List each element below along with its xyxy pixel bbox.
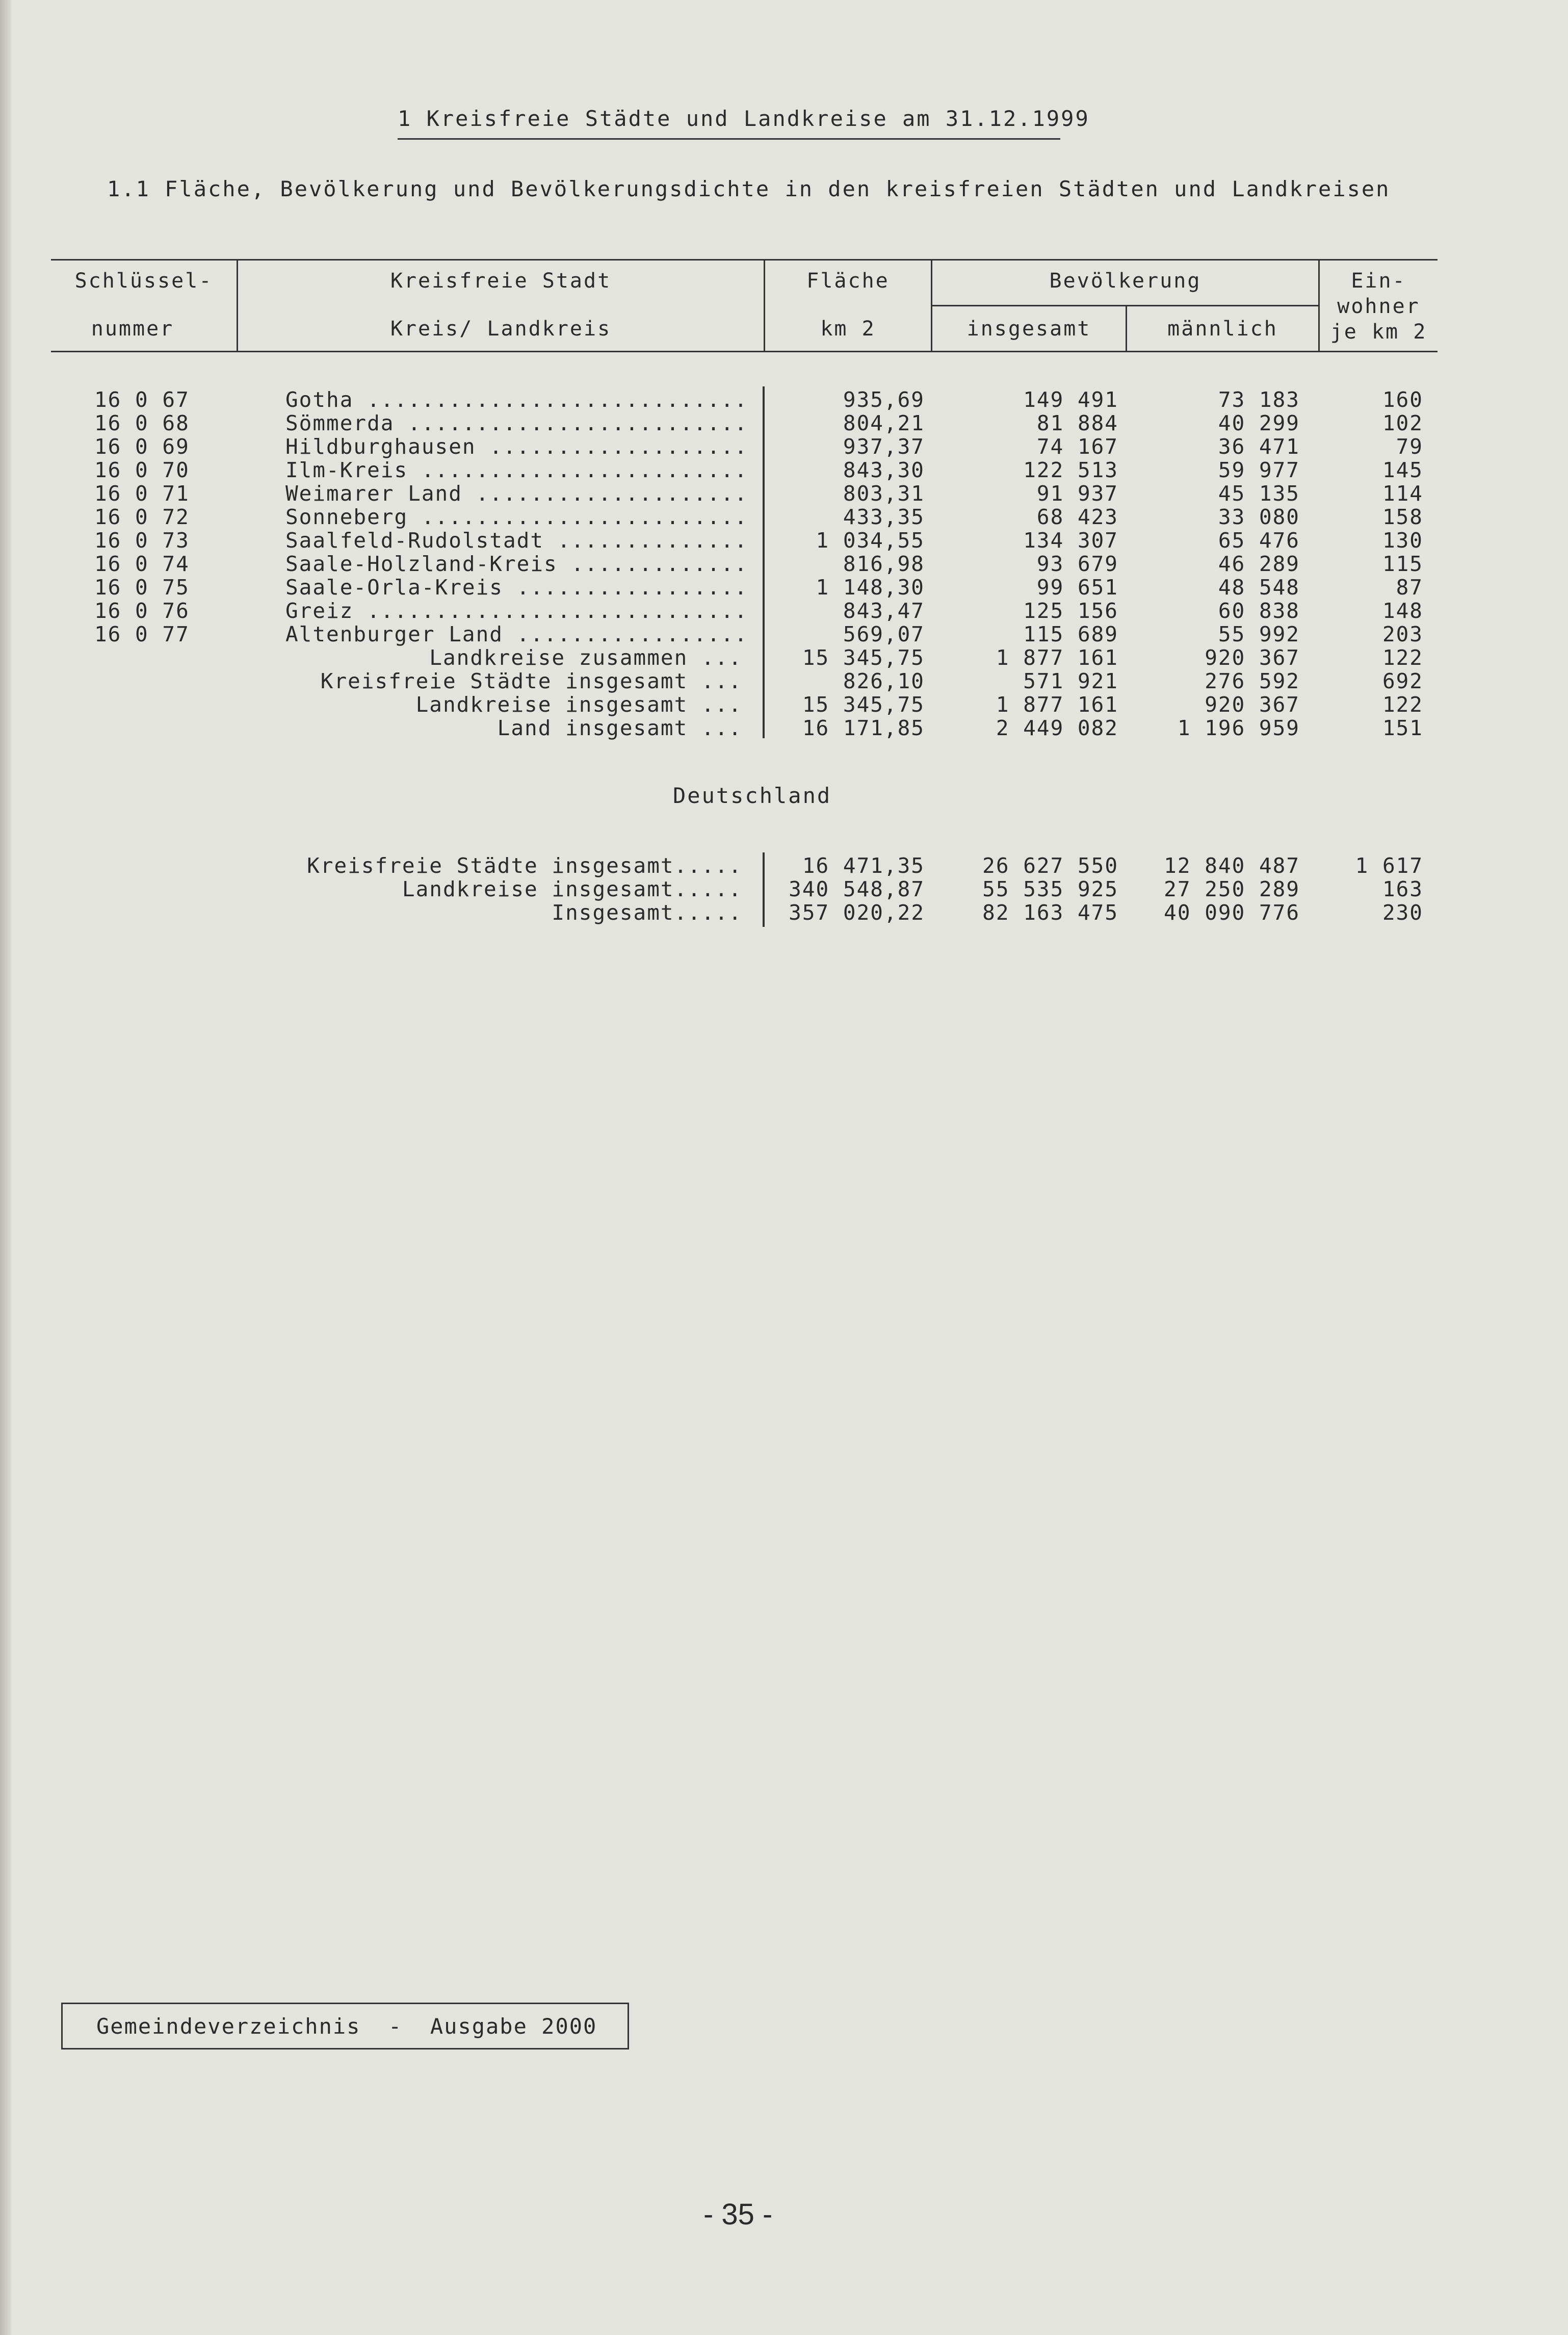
row-key: 16 0 67: [94, 387, 190, 412]
summary-area: 16 471,35: [802, 853, 925, 878]
summary-male: 27 250 289: [1164, 877, 1300, 901]
row-area: 816,98: [843, 552, 925, 576]
summary-label: Landkreise insgesamt ...: [415, 692, 742, 717]
summary-density: 163: [1382, 877, 1423, 901]
row-key: 16 0 73: [94, 528, 190, 553]
header-area-bottom: km 2: [820, 317, 876, 341]
row-total: 149 491: [1023, 387, 1118, 412]
row-male: 36 471: [1218, 434, 1300, 459]
row-name: Saale-Holzland-Kreis .....: [285, 552, 744, 576]
summary-label: Landkreise insgesamt.....: [402, 877, 742, 901]
row-density: 130: [1382, 528, 1423, 553]
summary-total: 55 535 925: [982, 877, 1118, 901]
header-density-3: je km 2: [1330, 320, 1427, 344]
summary-label: Kreisfreie Städte insgesamt.....: [307, 853, 742, 878]
row-area: 937,37: [843, 434, 925, 459]
summary-row: [0, 669, 1568, 692]
summary-area: 15 345,75: [802, 692, 925, 717]
row-male: 46 289: [1218, 552, 1300, 576]
summary-male: 920 367: [1205, 645, 1300, 670]
header-area-top: Fläche: [806, 269, 890, 293]
row-key: 16 0 72: [94, 505, 190, 529]
row-male: 55 992: [1218, 622, 1300, 646]
summary-density: 230: [1382, 900, 1423, 925]
table-row: [0, 481, 1568, 505]
row-total: 115 689: [1023, 622, 1118, 646]
header-name-bottom: Kreis/ Landkreis: [390, 317, 612, 341]
summary-total: 571 921: [1023, 669, 1118, 693]
summary-label: Kreisfreie Städte insgesamt ...: [320, 669, 742, 693]
row-name: Ilm-Kreis .....: [285, 458, 744, 482]
table-row: [0, 622, 1568, 645]
row-name: Gotha .....: [285, 387, 744, 412]
summary-label: Insgesamt.....: [552, 900, 742, 925]
summary-row: [0, 692, 1568, 716]
row-name: Sömmerda .....: [285, 411, 744, 435]
table-row: [0, 528, 1568, 552]
summary-density: 122: [1382, 645, 1423, 670]
footer-edition-label: Gemeindeverzeichnis - Ausgabe 2000: [96, 2013, 597, 2039]
row-total: 74 167: [1036, 434, 1118, 459]
row-name: Greiz .....: [285, 599, 744, 623]
row-area: 843,47: [843, 599, 925, 623]
row-key: 16 0 75: [94, 575, 190, 600]
summary-density: 692: [1382, 669, 1423, 693]
row-male: 48 548: [1218, 575, 1300, 600]
row-name: Hildburghausen .....: [285, 434, 744, 459]
row-area: 843,30: [843, 458, 925, 482]
row-density: 87: [1396, 575, 1423, 600]
header-population-total: insgesamt: [966, 317, 1091, 341]
summary-total: 1 877 161: [996, 692, 1118, 717]
row-name: Sonneberg .....: [285, 505, 744, 529]
row-total: 81 884: [1036, 411, 1118, 435]
row-male: 59 977: [1218, 458, 1300, 482]
header-key-bottom: nummer: [91, 317, 174, 341]
page-title: 1 Kreisfreie Städte und Landkreise am 31.12.1999: [398, 106, 1060, 140]
summary-row: [0, 716, 1568, 739]
summary-row: [0, 853, 1568, 877]
row-density: 145: [1382, 458, 1423, 482]
row-area: 433,35: [843, 505, 925, 529]
summary-row: [0, 900, 1568, 924]
page-edge: [0, 0, 11, 2335]
row-density: 203: [1382, 622, 1423, 646]
row-key: 16 0 74: [94, 552, 190, 576]
header-population-male: männlich: [1167, 317, 1278, 341]
summary-density: 151: [1382, 716, 1423, 740]
row-total: 134 307: [1023, 528, 1118, 553]
header-density-2: wohner: [1337, 295, 1420, 318]
summary-area: 16 171,85: [802, 716, 925, 740]
summary-label: Landkreise zusammen ...: [429, 645, 742, 670]
table-row: [0, 552, 1568, 575]
summary-area: 826,10: [843, 669, 925, 693]
row-name: Altenburger Land .....: [285, 622, 744, 646]
header-key-top: Schlüssel-: [74, 269, 213, 293]
row-density: 158: [1382, 505, 1423, 529]
footer-edition-box: [61, 2003, 629, 2049]
summary-density: 122: [1382, 692, 1423, 717]
page-number: - 35 -: [703, 2198, 773, 2231]
row-male: 73 183: [1218, 387, 1300, 412]
row-key: 16 0 68: [94, 411, 190, 435]
row-male: 45 135: [1218, 481, 1300, 506]
table-row: [0, 411, 1568, 434]
table-row: [0, 505, 1568, 528]
summary-row: [0, 645, 1568, 669]
row-name: Saale-Orla-Kreis .....: [285, 575, 744, 600]
summary-male: 1 196 959: [1177, 716, 1300, 740]
summary-male: 12 840 487: [1164, 853, 1300, 878]
table-row: [0, 387, 1568, 411]
row-area: 1 034,55: [816, 528, 925, 553]
summary-total: 2 449 082: [996, 716, 1118, 740]
row-area: 803,31: [843, 481, 925, 506]
row-area: 1 148,30: [816, 575, 925, 600]
row-male: 33 080: [1218, 505, 1300, 529]
row-male: 40 299: [1218, 411, 1300, 435]
table-row: [0, 575, 1568, 599]
row-density: 148: [1382, 599, 1423, 623]
row-density: 114: [1382, 481, 1423, 506]
row-male: 60 838: [1218, 599, 1300, 623]
summary-male: 276 592: [1205, 669, 1300, 693]
row-key: 16 0 77: [94, 622, 190, 646]
row-key: 16 0 69: [94, 434, 190, 459]
row-density: 79: [1396, 434, 1423, 459]
row-density: 115: [1382, 552, 1423, 576]
table-row: [0, 599, 1568, 622]
row-total: 93 679: [1036, 552, 1118, 576]
row-key: 16 0 71: [94, 481, 190, 506]
row-name: Weimarer Land .....: [285, 481, 744, 506]
table-row: [0, 434, 1568, 458]
summary-row: [0, 877, 1568, 900]
summary-area: 340 548,87: [789, 877, 925, 901]
row-name: Saalfeld-Rudolstadt .....: [285, 528, 744, 553]
summary-total: 26 627 550: [982, 853, 1118, 878]
row-key: 16 0 70: [94, 458, 190, 482]
summary-male: 920 367: [1205, 692, 1300, 717]
row-density: 160: [1382, 387, 1423, 412]
summary-area: 15 345,75: [802, 645, 925, 670]
summary-area: 357 020,22: [789, 900, 925, 925]
header-density-1: Ein-: [1351, 269, 1406, 293]
row-male: 65 476: [1218, 528, 1300, 553]
table-title: 1.1 Fläche, Bevölkerung und Bevölkerungsdichte in den kreisfreien Städten und Landkreisen: [107, 176, 1391, 201]
summary-total: 1 877 161: [996, 645, 1118, 670]
row-area: 804,21: [843, 411, 925, 435]
summary-label: Land insgesamt ...: [497, 716, 742, 740]
row-total: 91 937: [1036, 481, 1118, 506]
row-area: 935,69: [843, 387, 925, 412]
row-area: 569,07: [843, 622, 925, 646]
row-total: 122 513: [1023, 458, 1118, 482]
summary-density: 1 617: [1355, 853, 1423, 878]
table-row: [0, 458, 1568, 481]
summary-male: 40 090 776: [1164, 900, 1300, 925]
header-name-top: Kreisfreie Stadt: [390, 269, 612, 293]
summary-total: 82 163 475: [982, 900, 1118, 925]
section-title-germany: Deutschland: [673, 783, 832, 808]
row-total: 99 651: [1036, 575, 1118, 600]
header-population: Bevölkerung: [1049, 269, 1201, 293]
row-total: 68 423: [1036, 505, 1118, 529]
row-key: 16 0 76: [94, 599, 190, 623]
row-total: 125 156: [1023, 599, 1118, 623]
row-density: 102: [1382, 411, 1423, 435]
